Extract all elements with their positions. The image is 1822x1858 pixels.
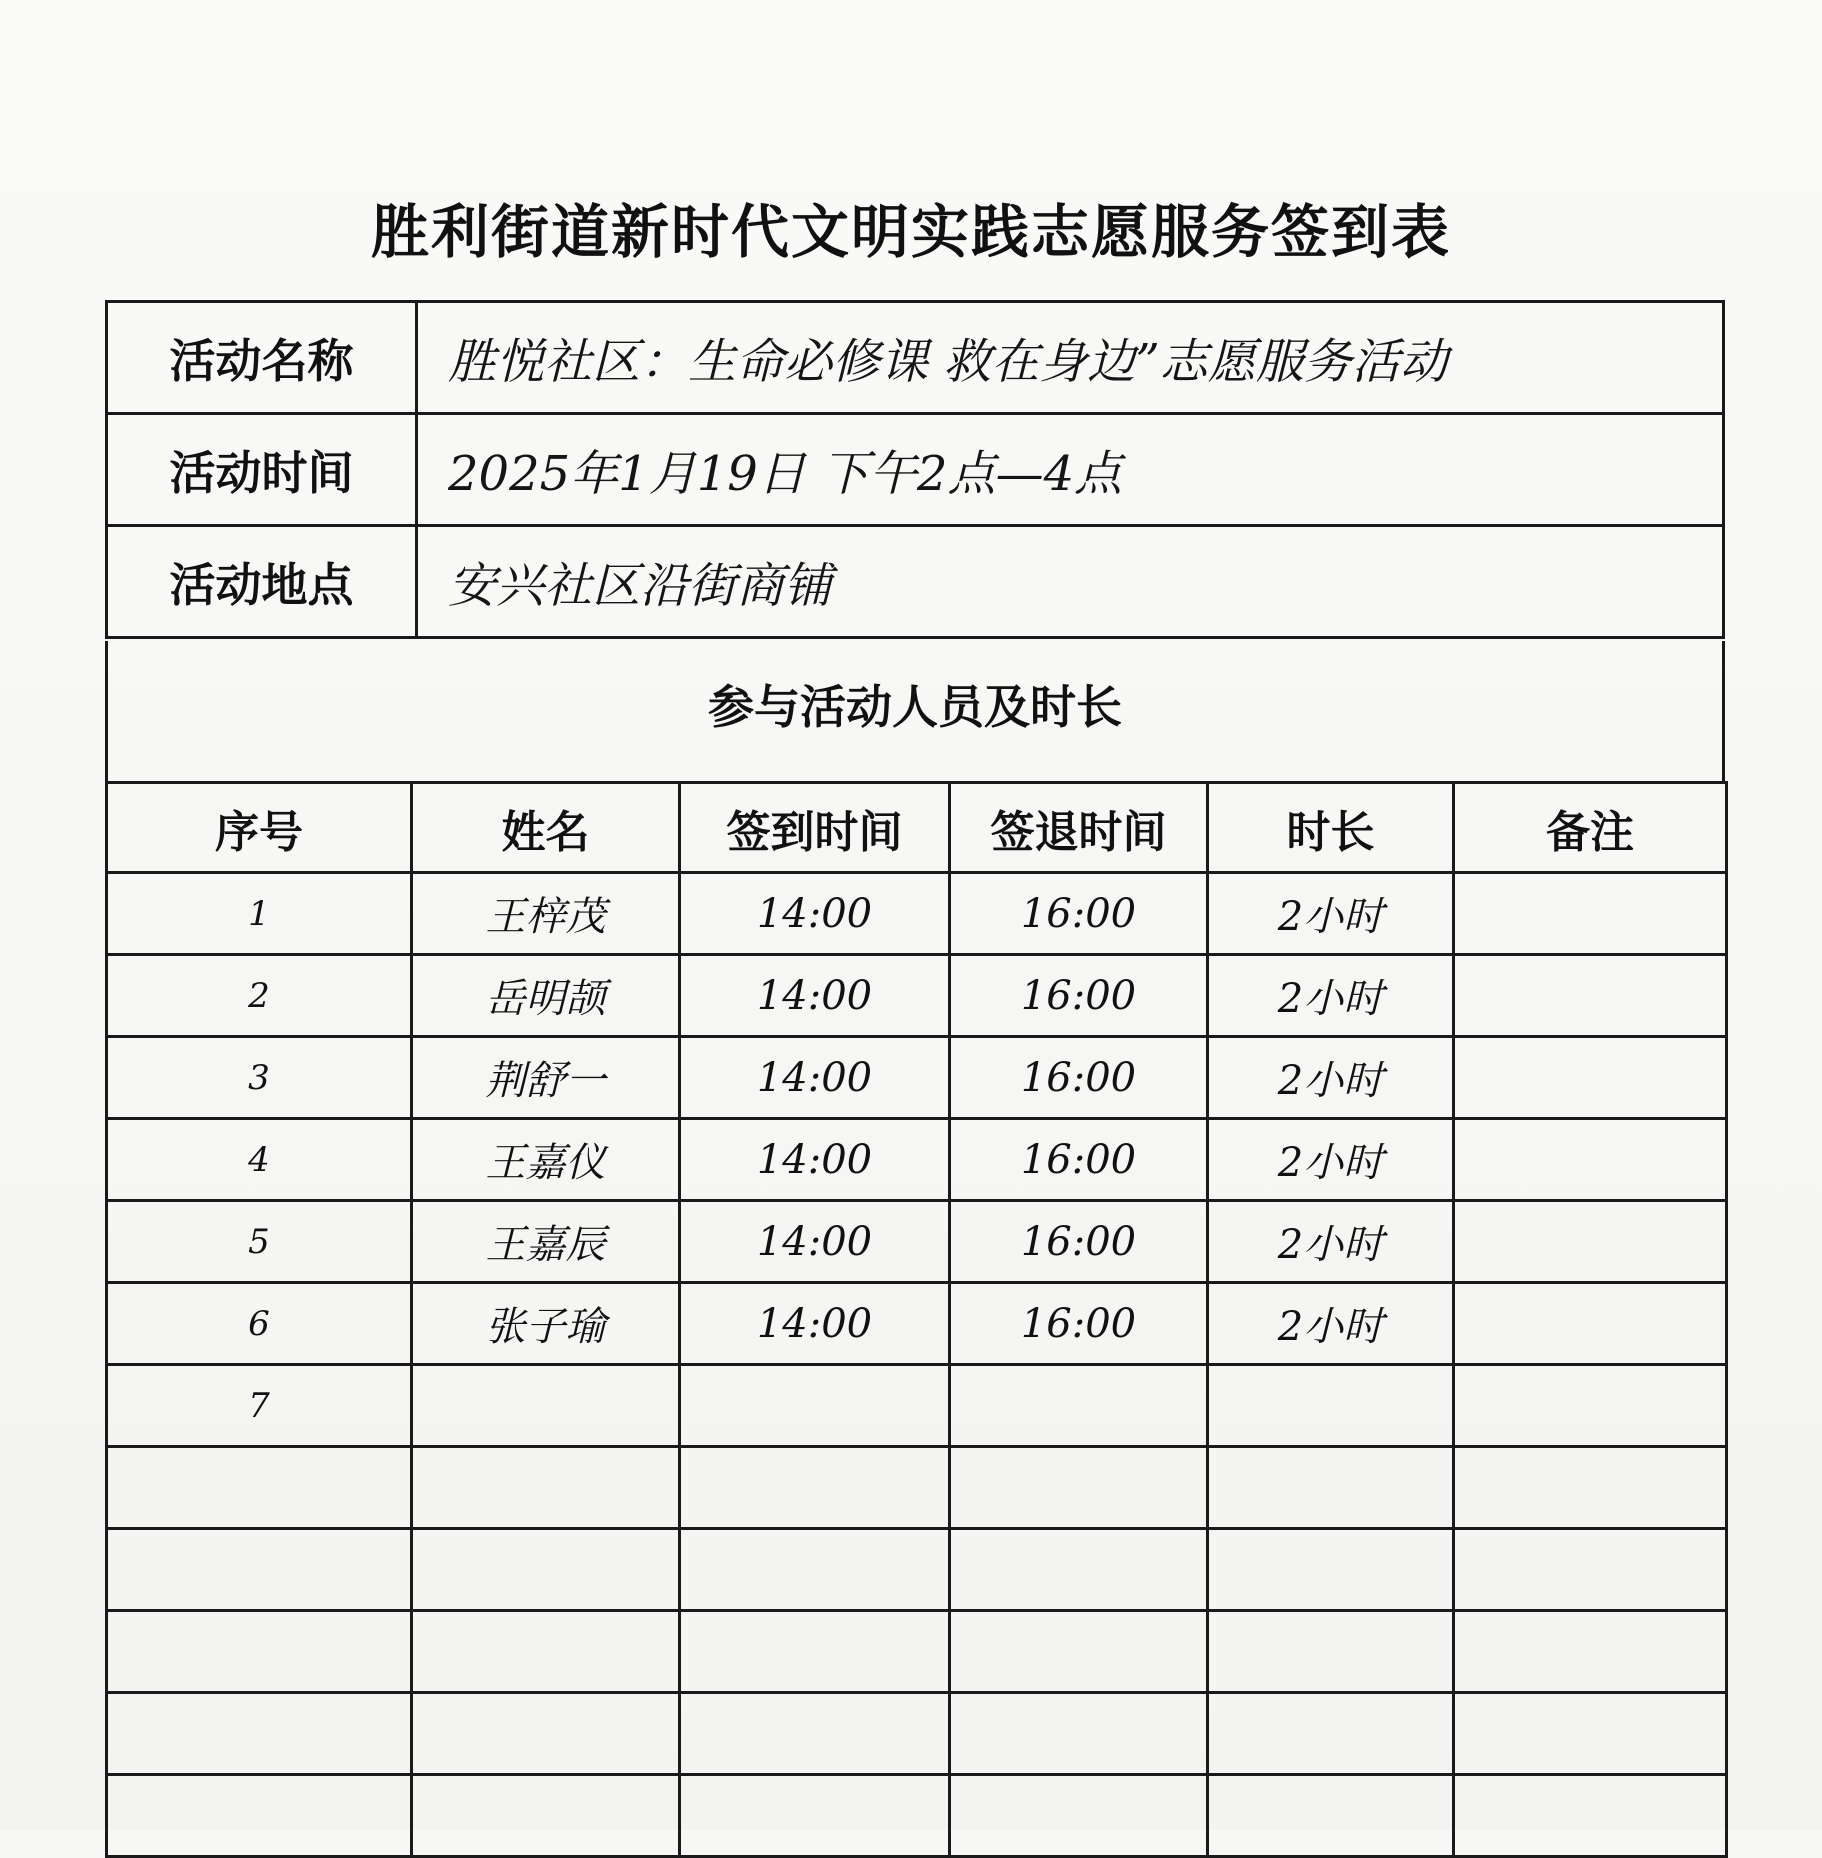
participant-name xyxy=(412,1529,680,1611)
header-checkout: 签退时间 xyxy=(950,783,1208,873)
participant-name xyxy=(412,1365,680,1447)
note xyxy=(1454,955,1727,1037)
participants-body xyxy=(107,873,1727,1857)
checkout-time xyxy=(950,1529,1208,1611)
table-row xyxy=(107,1201,1727,1283)
activity-name-row xyxy=(107,302,1724,414)
note xyxy=(1454,1119,1727,1201)
table-row xyxy=(107,1283,1727,1365)
header-checkin: 签到时间 xyxy=(680,783,950,873)
activity-time-value: 2025年1月19日 下午2点—4点 xyxy=(417,414,1724,526)
checkin-time: 14:00 xyxy=(680,955,950,1037)
checkout-time xyxy=(950,1693,1208,1775)
checkout-time: 16:00 xyxy=(950,1201,1208,1283)
checkin-time: 14:00 xyxy=(680,1201,950,1283)
note xyxy=(1454,1447,1727,1529)
duration xyxy=(1208,1365,1454,1447)
note xyxy=(1454,1365,1727,1447)
note xyxy=(1454,1775,1727,1857)
activity-time-label: 活动时间 xyxy=(107,414,417,526)
checkin-time: 14:00 xyxy=(680,1119,950,1201)
duration xyxy=(1208,1611,1454,1693)
checkout-time: 16:00 xyxy=(950,1037,1208,1119)
table-row xyxy=(107,1611,1727,1693)
table-row xyxy=(107,955,1727,1037)
checkin-time xyxy=(680,1529,950,1611)
participant-name xyxy=(412,1693,680,1775)
activity-location-label: 活动地点 xyxy=(107,526,417,638)
header-duration: 时长 xyxy=(1208,783,1454,873)
duration xyxy=(1208,1447,1454,1529)
participant-name xyxy=(412,1611,680,1693)
note xyxy=(1454,873,1727,955)
activity-name-label: 活动名称 xyxy=(107,302,417,414)
note xyxy=(1454,1283,1727,1365)
checkout-time xyxy=(950,1447,1208,1529)
note xyxy=(1454,1201,1727,1283)
header-notes: 备注 xyxy=(1454,783,1727,873)
checkout-time xyxy=(950,1775,1208,1857)
row-index xyxy=(107,1611,412,1693)
duration: 2小时 xyxy=(1208,1201,1454,1283)
activity-location-value: 安兴社区沿街商铺 xyxy=(417,526,1724,638)
header-index: 序号 xyxy=(107,783,412,873)
participant-name: 岳明颉 xyxy=(412,955,680,1037)
note xyxy=(1454,1611,1727,1693)
row-index xyxy=(107,1775,412,1857)
participant-name xyxy=(412,1447,680,1529)
checkout-time: 16:00 xyxy=(950,873,1208,955)
row-index: 4 xyxy=(107,1119,412,1201)
participant-name: 王梓茂 xyxy=(412,873,680,955)
row-index xyxy=(107,1693,412,1775)
checkin-time xyxy=(680,1365,950,1447)
note xyxy=(1454,1529,1727,1611)
duration xyxy=(1208,1529,1454,1611)
table-row xyxy=(107,1529,1727,1611)
checkout-time: 16:00 xyxy=(950,955,1208,1037)
participant-name: 荆舒一 xyxy=(412,1037,680,1119)
checkout-time: 16:00 xyxy=(950,1119,1208,1201)
row-index: 6 xyxy=(107,1283,412,1365)
note xyxy=(1454,1693,1727,1775)
duration: 2小时 xyxy=(1208,1037,1454,1119)
checkin-time: 14:00 xyxy=(680,873,950,955)
checkin-time xyxy=(680,1447,950,1529)
checkout-time xyxy=(950,1365,1208,1447)
page-title: 胜利街道新时代文明实践志愿服务签到表 xyxy=(370,198,1451,266)
participants-table xyxy=(105,781,1728,1858)
activity-location-row xyxy=(107,526,1724,638)
checkin-time: 14:00 xyxy=(680,1283,950,1365)
participants-header-row xyxy=(107,783,1727,873)
participant-name: 王嘉辰 xyxy=(412,1201,680,1283)
table-row xyxy=(107,1693,1727,1775)
row-index: 3 xyxy=(107,1037,412,1119)
checkout-time: 16:00 xyxy=(950,1283,1208,1365)
checkin-time xyxy=(680,1611,950,1693)
row-index xyxy=(107,1447,412,1529)
participants-section-title: 参与活动人员及时长 xyxy=(105,641,1725,781)
table-row xyxy=(107,873,1727,955)
duration xyxy=(1208,1693,1454,1775)
checkin-time xyxy=(680,1693,950,1775)
activity-time-row xyxy=(107,414,1724,526)
header-name: 姓名 xyxy=(412,783,680,873)
duration: 2小时 xyxy=(1208,873,1454,955)
table-row xyxy=(107,1447,1727,1529)
row-index: 5 xyxy=(107,1201,412,1283)
row-index: 7 xyxy=(107,1365,412,1447)
participant-name: 张子瑜 xyxy=(412,1283,680,1365)
checkin-time: 14:00 xyxy=(680,1037,950,1119)
table-row xyxy=(107,1775,1727,1857)
table-row xyxy=(107,1119,1727,1201)
activity-name-value: 胜悦社区：生命必修课 救在身边”志愿服务活动 xyxy=(417,302,1724,414)
checkout-time xyxy=(950,1611,1208,1693)
note xyxy=(1454,1037,1727,1119)
duration: 2小时 xyxy=(1208,1283,1454,1365)
activity-info-table xyxy=(105,300,1725,639)
duration: 2小时 xyxy=(1208,1119,1454,1201)
participant-name: 王嘉仪 xyxy=(412,1119,680,1201)
checkin-time xyxy=(680,1775,950,1857)
table-row xyxy=(107,1037,1727,1119)
row-index: 1 xyxy=(107,873,412,955)
row-index: 2 xyxy=(107,955,412,1037)
table-row xyxy=(107,1365,1727,1447)
participant-name xyxy=(412,1775,680,1857)
duration: 2小时 xyxy=(1208,955,1454,1037)
duration xyxy=(1208,1775,1454,1857)
row-index xyxy=(107,1529,412,1611)
